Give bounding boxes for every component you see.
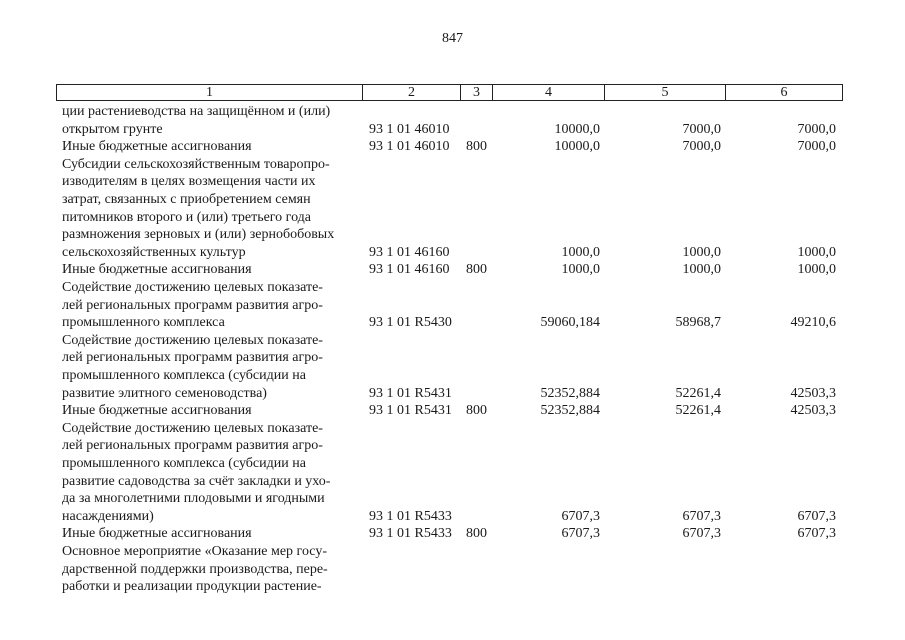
row-name-line: лей региональных программ развития агро- <box>62 297 323 313</box>
table-row <box>0 525 905 543</box>
row-name <box>62 420 358 526</box>
row-value-col5: 1000,0 <box>682 262 721 278</box>
row-name-line: питомников второго и (или) третьего года <box>62 209 312 225</box>
row-value-col6: 6707,3 <box>797 508 836 524</box>
row-code: 93 1 01 R5430 <box>369 315 452 331</box>
table-row <box>0 138 905 156</box>
row-name-line: ции растениеводства на защищённом и (или) <box>62 104 331 119</box>
table-row <box>0 261 905 279</box>
row-name-line: Субсидии сельскохозяйственным товаропро- <box>62 156 330 172</box>
row-value-col5: 1000,0 <box>682 244 721 260</box>
row-name-line: лей региональных программ развития агро- <box>62 350 323 366</box>
table-row <box>0 543 905 596</box>
row-name-line: насаждениями) <box>62 508 154 524</box>
row-value-col4: 1000,0 <box>561 262 600 278</box>
row-value-col5: 58968,7 <box>675 315 721 331</box>
column-header: 5 <box>605 85 726 101</box>
column-header: 3 <box>461 85 493 101</box>
row-name-line: лей региональных программ развития агро- <box>62 438 323 454</box>
column-header: 2 <box>363 85 461 101</box>
row-value-col6: 49210,6 <box>790 315 836 331</box>
row-expense-type: 800 <box>466 403 487 419</box>
row-value-col5: 7000,0 <box>682 139 721 155</box>
row-name-line: Иные бюджетные ассигнования <box>62 262 252 278</box>
row-expense-type: 800 <box>466 139 487 155</box>
row-name-line: Содействие достижению целевых показате- <box>62 420 323 436</box>
row-name-line: развитие элитного семеноводства) <box>62 385 267 401</box>
row-name-line: Иные бюджетные ассигнования <box>62 139 252 155</box>
row-name <box>62 402 358 420</box>
row-value-col4: 52352,884 <box>540 385 600 401</box>
row-name-line: открытом грунте <box>62 121 163 137</box>
column-header: 1 <box>57 85 363 101</box>
table-row <box>0 402 905 420</box>
row-value-col5: 6707,3 <box>682 508 721 524</box>
table-row <box>0 420 905 526</box>
row-code: 93 1 01 46160 <box>369 262 450 278</box>
row-value-col5: 7000,0 <box>682 121 721 137</box>
row-value-col6: 7000,0 <box>797 139 836 155</box>
row-expense-type: 800 <box>466 526 487 542</box>
row-name-line: развитие садоводства за счёт закладки и ухо- <box>62 473 331 489</box>
column-header: 6 <box>726 85 843 101</box>
row-name <box>62 525 358 543</box>
row-name <box>62 279 358 332</box>
row-name-line: да за многолетними плодовыми и ягодными <box>62 491 325 507</box>
table-row <box>0 156 905 262</box>
row-value-col6: 1000,0 <box>797 244 836 260</box>
row-code: 93 1 01 R5433 <box>369 526 452 542</box>
row-name-line: размножения зерновых и (или) зернобобовых <box>62 227 335 243</box>
row-name-line: промышленного комплекса <box>62 315 225 331</box>
row-code: 93 1 01 R5433 <box>369 508 452 524</box>
row-name-line: промышленного комплекса (субсидии на <box>62 367 306 383</box>
row-name-line: промышленного комплекса (субсидии на <box>62 455 306 471</box>
row-expense-type: 800 <box>466 262 487 278</box>
row-name <box>62 156 358 262</box>
row-value-col4: 52352,884 <box>540 403 600 419</box>
row-value-col6: 6707,3 <box>797 526 836 542</box>
row-name-line: работки и реализации продукции растение- <box>62 579 322 595</box>
row-value-col4: 59060,184 <box>540 315 600 331</box>
row-name-line: дарственной поддержки производства, пере- <box>62 561 328 577</box>
row-value-col5: 52261,4 <box>675 403 721 419</box>
row-name <box>62 138 358 156</box>
row-value-col4: 10000,0 <box>554 139 600 155</box>
table-row <box>0 279 905 332</box>
row-name-line: Основное мероприятие «Оказание мер госу- <box>62 543 327 559</box>
row-name-line: сельскохозяйственных культур <box>62 244 246 260</box>
row-value-col4: 6707,3 <box>561 526 600 542</box>
row-name-line: изводителям в целях возмещения части их <box>62 174 316 190</box>
row-name-line: Иные бюджетные ассигнования <box>62 526 252 542</box>
row-code: 93 1 01 46160 <box>369 244 450 260</box>
row-value-col6: 42503,3 <box>790 385 836 401</box>
row-name-line: Содействие достижению целевых показате- <box>62 332 323 348</box>
column-header-row <box>57 85 843 101</box>
row-value-col4: 1000,0 <box>561 244 600 260</box>
table-row <box>0 332 905 402</box>
column-header: 4 <box>493 85 605 101</box>
row-code: 93 1 01 46010 <box>369 121 450 137</box>
row-value-col4: 6707,3 <box>561 508 600 524</box>
row-name <box>62 103 358 138</box>
row-name <box>62 543 358 596</box>
row-name <box>62 261 358 279</box>
row-value-col5: 52261,4 <box>675 385 721 401</box>
row-code: 93 1 01 R5431 <box>369 403 452 419</box>
row-value-col4: 10000,0 <box>554 121 600 137</box>
row-code: 93 1 01 46010 <box>369 139 450 155</box>
row-code: 93 1 01 R5431 <box>369 385 452 401</box>
row-value-col6: 7000,0 <box>797 121 836 137</box>
table-row <box>0 103 905 138</box>
row-name-line: затрат, связанных с приобретением семян <box>62 191 311 207</box>
row-value-col5: 6707,3 <box>682 526 721 542</box>
row-name <box>62 332 358 402</box>
page-number: 847 <box>442 31 463 46</box>
column-header-table <box>56 84 843 101</box>
row-value-col6: 1000,0 <box>797 262 836 278</box>
row-value-col6: 42503,3 <box>790 403 836 419</box>
row-name-line: Содействие достижению целевых показате- <box>62 279 323 295</box>
budget-table-body <box>0 103 905 596</box>
row-name-line: Иные бюджетные ассигнования <box>62 403 252 419</box>
